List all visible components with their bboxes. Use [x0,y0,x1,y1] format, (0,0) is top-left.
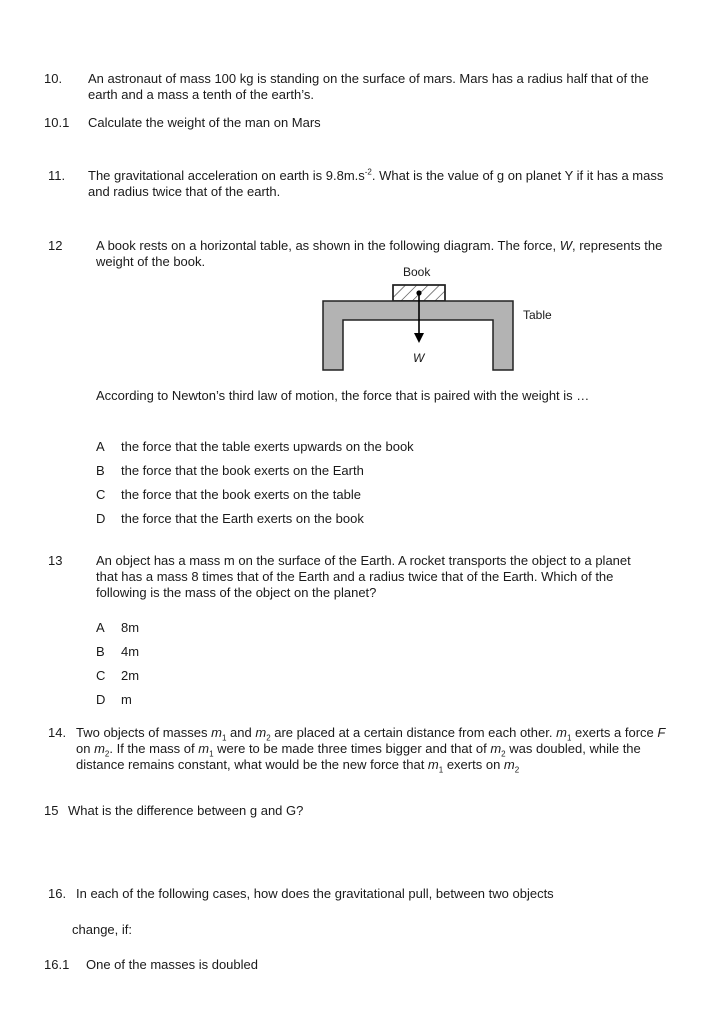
q13-option-letter: D [96,692,106,707]
q13-option-text: 8m [121,620,140,635]
q14-number: 14. [48,725,67,740]
q13-option-letter: A [96,620,105,635]
q11-number: 11. [48,168,66,183]
q13-option-letter: B [96,644,105,659]
q13-option-text: 4m [121,644,140,659]
table-label: Table [523,308,552,322]
q13-option-letter: C [96,668,106,683]
book-label: Book [403,265,431,279]
q12-option-text: the force that the table exerts upwards on the book [121,439,414,454]
force-arrowhead [414,333,424,343]
q16-number: 16. [48,886,67,901]
q12-prompt: According to Newton’s third law of motion, the force that is paired with the weight is … [96,388,590,403]
q13-option-text: m [121,692,132,707]
q12-option-letter: B [96,463,105,478]
q12-option-letter: A [96,439,105,454]
q12-option-text: the force that the Earth exerts on the book [121,511,364,526]
q10-1-number: 10.1 [44,115,70,130]
q10-number: 10. [44,71,63,86]
q12-option-letter: D [96,511,106,526]
q10-1-text: Calculate the weight of the man on Mars [88,115,321,130]
q13-option-text: 2m [121,668,140,683]
force-label: W [413,351,425,365]
q12-option-text: the force that the book exerts on the Earth [121,463,364,478]
q14-text: Two objects of masses $m_1$ and $m_2$ are placed at a certain distance from each other. $m_1$ exerts a force F on $m_2$. If the mass of $m_1$ were to be made three times bigger and that of $m_2$ was doubled, while the distance remains constant, what would be the new force that $m_1$ exerts on $m_2$ [76,725,666,775]
q12-number: 12 [48,238,63,253]
q16-1-number: 16.1 [44,957,70,972]
q10-text: An astronaut of mass 100 kg is standing on the surface of mars. Mars has a radius half that of the earth and a mass a tenth of the earth’s. [88,71,649,102]
q16-text-line1: In each of the following cases, how does the gravitational pull, between two objects [76,886,554,901]
q12-text: A book rests on a horizontal table, as shown in the following diagram. The force, W, represents the weight of the book. [96,238,663,269]
q13-number: 13 [48,553,63,568]
q15-text: What is the difference between g and G? [68,803,304,818]
q12-option-letter: C [96,487,106,502]
q15-number: 15 [44,803,59,818]
q16-1-text: One of the masses is doubled [86,957,258,972]
q12-option-text: the force that the book exerts on the table [121,487,361,502]
q11-exponent: -2 [364,167,372,177]
q16-text-line2: change, if: [72,922,132,937]
q11-text: The gravitational acceleration on earth is $9.8m.s^{-2}$. What is the value of g on planet Y if it has a mass and radius twice that of the earth. [88,167,664,199]
q13-text: An object has a mass m on the surface of the Earth. A rocket transports the object to a planet that has a mass 8 times that of the Earth and a radius twice that of the Earth. Which of the following is the mass of the object on the planet? [96,553,631,600]
book-table-diagram [0,0,725,380]
